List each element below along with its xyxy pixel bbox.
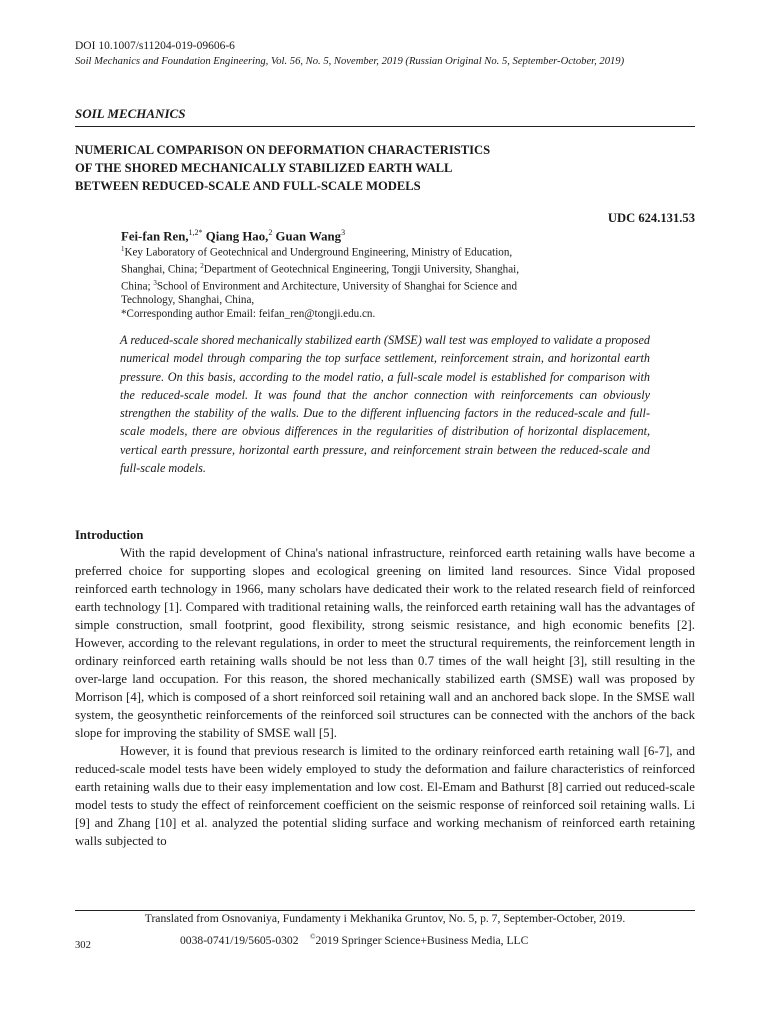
corresponding-author: *Corresponding author Email: feifan_ren@tongji.edu.cn. xyxy=(121,307,376,320)
copyright-text: 2019 Springer Science+Business Media, LLC xyxy=(315,933,529,947)
translation-note: Translated from Osnovaniya, Fundamenty i Mekhanika Gruntov, No. 5, p. 7, September-October, 2019. xyxy=(144,912,626,925)
affiliation-3: School of Environment and Architecture, University of Shanghai for Science and Technology, Shanghai, China, xyxy=(121,280,517,307)
author-affiliation-mark: 3 xyxy=(341,228,346,237)
introduction-body xyxy=(75,544,695,850)
paper-title xyxy=(75,141,695,195)
title-line: OF THE SHORED MECHANICALLY STABILIZED EARTH WALL xyxy=(75,161,453,175)
abstract: A reduced-scale shored mechanically stabilized earth (SMSE) wall test was employed to validate a proposed numerical model through comparing the top surface settlement, reinforcement strain, and horizontal earth pressure. On this basis, according to the model ratio, a full-scale model is established for comparison with the reduced-scale model. It was found that the anchor connection with reinforcements can obviously strengthen the stability of the walls. Due to the different influencing factors in the reduced-scale and full-scale models, there are obvious differences in the regularities of distribution of horizontal displacement, vertical earth pressure, horizontal earth pressure, and reinforcement strain between the reduced-scale and full-scale models. xyxy=(120,333,650,476)
section-rule xyxy=(75,126,695,127)
copyright-line: 0038-0741/19/5605-0302 ©2019 Springer Science+Business Media, LLC xyxy=(180,933,529,947)
introduction-heading: Introduction xyxy=(75,528,144,542)
page-number: 302 xyxy=(75,940,91,951)
doi-line: DOI 10.1007/s11204-019-09606-6 xyxy=(75,40,235,52)
title-line: NUMERICAL COMPARISON ON DEFORMATION CHARACTERISTICS xyxy=(75,143,491,157)
author-name: Fei-fan Ren, xyxy=(121,229,189,244)
author-affiliation-mark: 1,2* xyxy=(188,228,203,237)
paragraph: With the rapid development of China's national infrastructure, reinforced earth retaining walls have become a preferred choice for supporting slopes and ecological greening on limited land resources. Since Vidal proposed reinforced earth technology in 1966, many scholars have dedicated their work to the related research field of reinforced earth technology [1]. Compared with traditional retaining walls, the reinforced earth retaining wall has the advantages of simple construction, small footprint, good flexibility, strong seismic resistance, and high economic benefits [2]. However, according to the relevant regulations, in order to meet the structural requirements, the reinforcement length in ordinary reinforced earth retaining walls should be not less than 0.7 times of the wall height [3], still resulting in the over-large land occupation. For this reason, the shored mechanically stabilized earth (SMSE) wall was proposed by Morrison [4], which is composed of a short reinforced soil retaining wall and an anchored back slope. In the SMSE wall system, the geosynthetic reinforcements of the reinforced soil structures can be connected with the anchors of the back slope for improving the stability of SMSE wall [5]. xyxy=(75,546,695,740)
issn-code: 0038-0741/19/5605-0302 xyxy=(180,933,299,947)
affiliations: $^1$Key Laboratory of Geotechnical and Underground Engineering, Ministry of Education, Shanghai, China; $^2$Department of Geotechnical Engineering, Tongji University, Shanghai, China; $^3$School of Environment and Architecture, University of Shanghai for Science and Technology, Shanghai, China, *Corresponding author Email: feifan_ren@tongji.edu.cn. xyxy=(121,243,531,321)
journal-citation: Soil Mechanics and Foundation Engineering, Vol. 56, No. 5, November, 2019 (Russian Original No. 5, September-October, 2019) xyxy=(75,56,625,67)
affiliation-2: Department of Geotechnical Engineering, Tongji University, Shanghai, China; xyxy=(121,263,520,293)
author-affiliation-mark: 2 xyxy=(268,228,273,237)
affiliation-1: Key Laboratory of Geotechnical and Underground Engineering, Ministry of Education, Shanghai, China; xyxy=(121,246,513,276)
udc-code: UDC 624.131.53 xyxy=(607,211,695,225)
paragraph: However, it is found that previous research is limited to the ordinary reinforced earth retaining wall [6-7], and reduced-scale model tests have been widely employed to study the deformation and failure characteristics of reinforced earth retaining walls due to their easy implementation and low cost. El-Emam and Bathurst [8] carried out reduced-scale model tests to study the effect of reinforcement coefficient on the seismic response of reinforced soil retaining walls. Li [9] and Zhang [10] et al. analyzed the potential sliding surface and working mechanism of reinforced earth retaining walls subjected to xyxy=(75,744,695,848)
author-list xyxy=(121,228,345,244)
author-name: Qiang Hao, xyxy=(205,229,269,244)
title-line: BETWEEN REDUCED-SCALE AND FULL-SCALE MODELS xyxy=(75,179,421,193)
author-name: Guan Wang xyxy=(275,229,342,244)
footer-rule xyxy=(75,910,695,911)
section-label: SOIL MECHANICS xyxy=(75,106,186,121)
